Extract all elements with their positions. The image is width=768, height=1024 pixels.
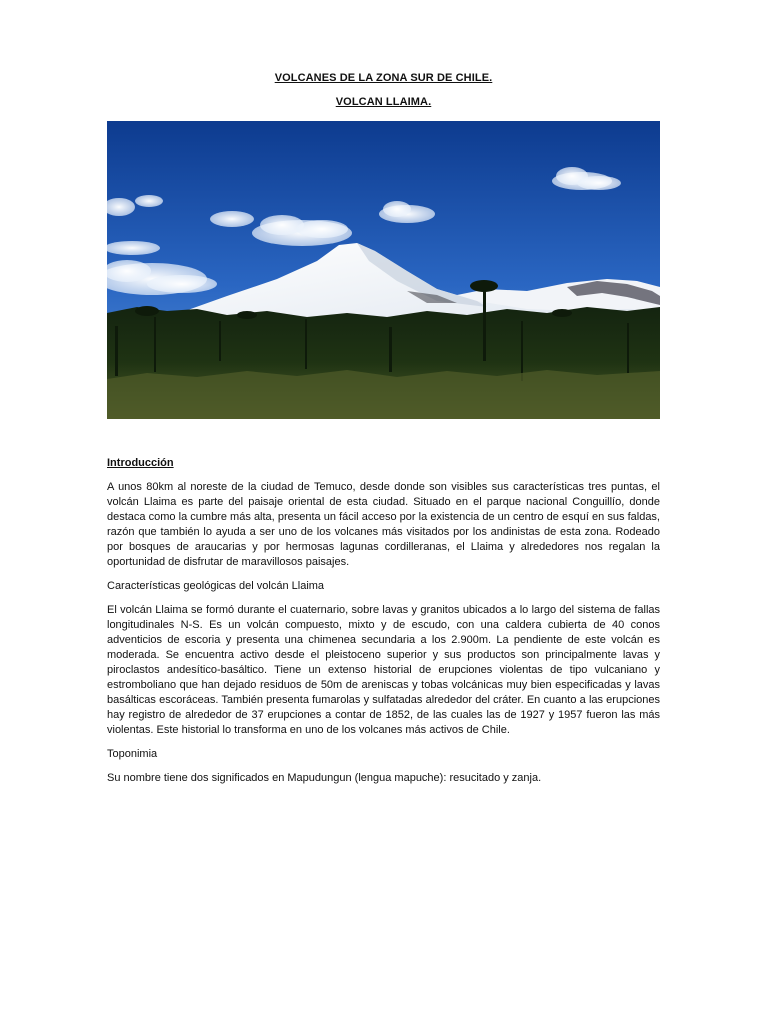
document-body: [107, 456, 660, 795]
section-caracteristicas: [107, 579, 660, 738]
section-paragraph: A unos 80km al noreste de la ciudad de Temuco, desde donde son visibles sus características tres puntas, el volcán Llaima es parte del paisaje oriental de esta ciudad. Situado en el parque nacional Conguillío, donde destaca como la cumbre más alta, presenta un fácil acceso por la existencia de un centro de esquí en sus faldas, razón que también lo ayuda a ser uno de los volcanes más visitados por los andinistas de esta zona. Rodeado por bosques de araucarias y por hermosas lagunas cordilleranas, el Llaima y alrededores nos regalan la oportunidad de disfrutar de maravillosos paisajes.: [107, 481, 660, 568]
section-toponimia: [107, 747, 660, 786]
section-heading: Introducción: [107, 457, 174, 469]
volcano-photo: [107, 121, 660, 419]
section-paragraph: El volcán Llaima se formó durante el cuaternario, sobre lavas y granitos ubicados a lo largo del sistema de fallas longitudinales N-S. Es un volcán compuesto, mixto y de escudo, con una caldera cubierta de 40 conos adventicios de escoria y presenta una chimenea secundaria a los 2.900m. La pendiente de este volcán es moderada. Se encuentra activo desde el pleistoceno superior y sus productos son principalmente lavas y piroclastos andesítico-basáltico. Tiene un extenso historial de erupciones violentas de tipo vulcaniano y estromboliano que han dejado residuos de 50m de areniscas y tobas volcánicas muy bien especificadas y lavas basálticas escoráceas. También presenta fumarolas y sulfatadas alrededor del cráter. En cuanto a las erupciones hay registro de alrededor de 37 erupciones a contar de 1852, de las cuales las de 1927 y 1957 fueron las más violentas. Este historial lo transforma en uno de los volcanes más activos de Chile.: [107, 604, 660, 736]
section-introduccion: [107, 456, 660, 570]
document-subtitle: VOLCAN LLAIMA.: [335, 96, 432, 108]
section-heading: Características geológicas del volcán Llaima: [107, 580, 325, 592]
grass: [107, 370, 660, 419]
document-title: VOLCANES DE LA ZONA SUR DE CHILE.: [274, 72, 493, 84]
section-heading: Toponimia: [107, 748, 158, 760]
section-paragraph: Su nombre tiene dos significados en Mapudungun (lengua mapuche): resucitado y zanja.: [107, 772, 542, 784]
